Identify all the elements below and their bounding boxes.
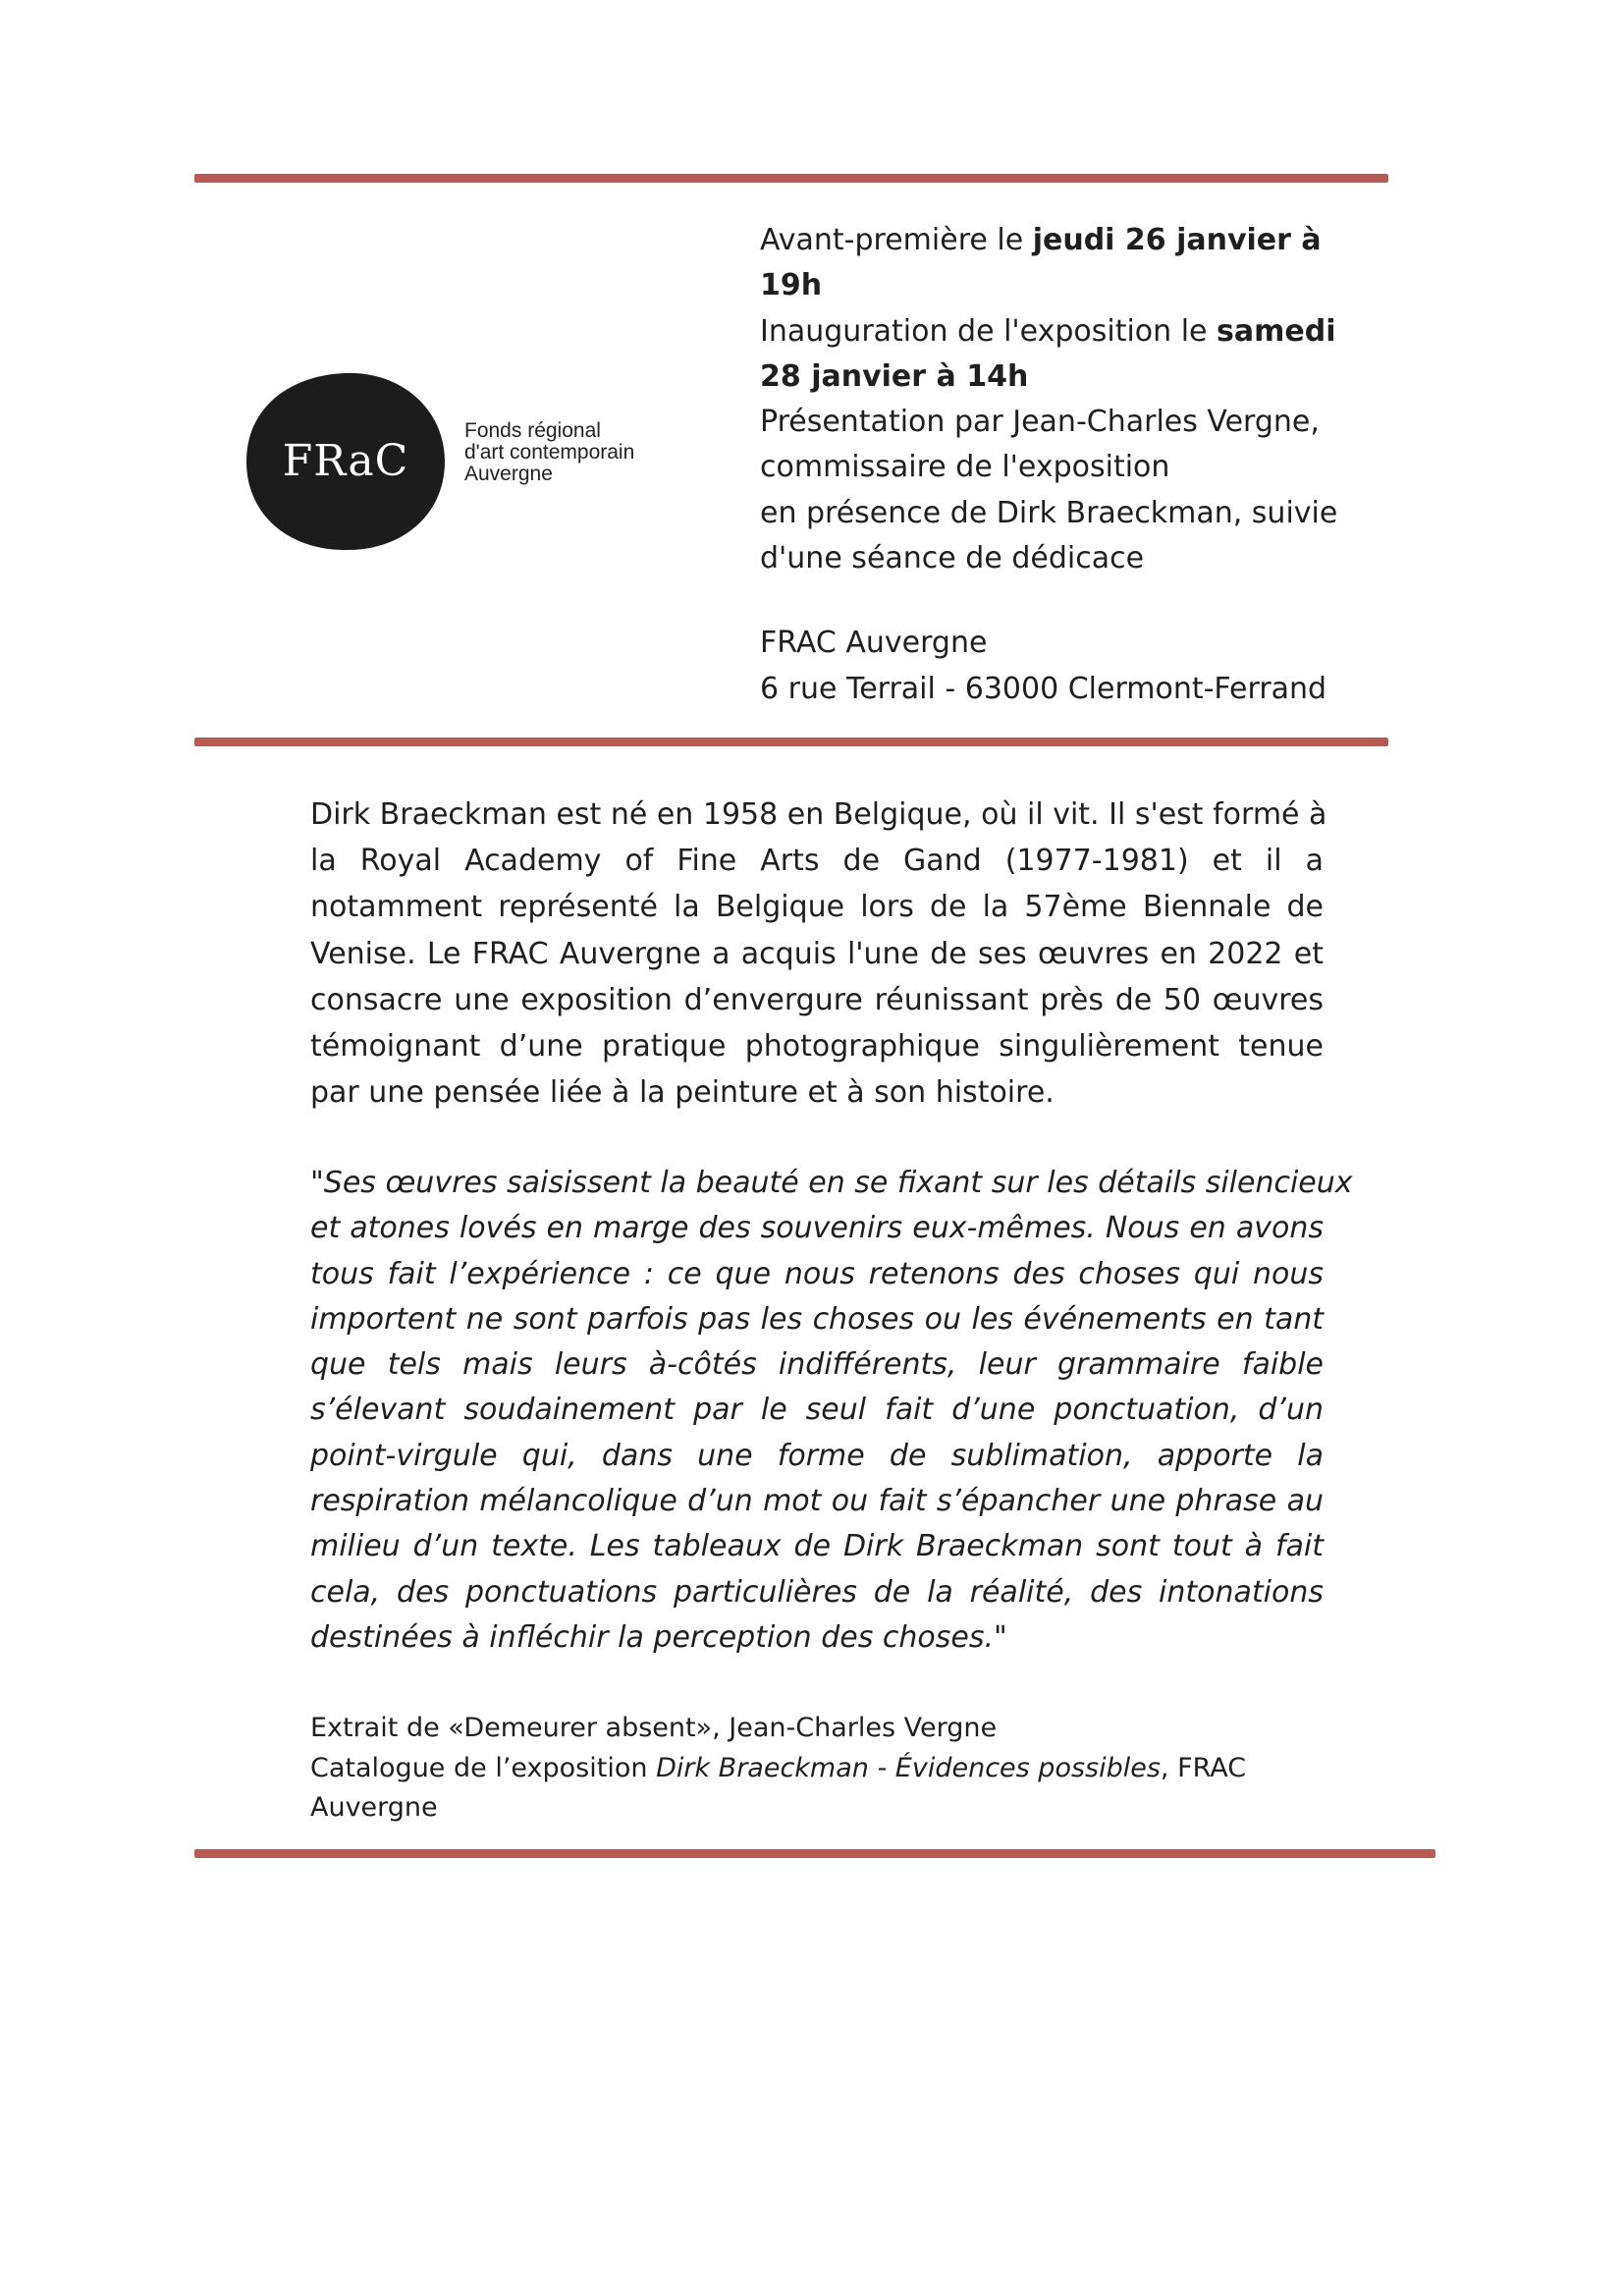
quote-line: que tels mais leurs à-côtés indifférents, leur grammaire faible: [310, 1347, 1324, 1383]
logo-wordmark: FRaC: [282, 436, 409, 486]
event-details: [760, 218, 1388, 712]
bio-line: consacre une exposition d’envergure réunissant près de 50 œuvres: [310, 982, 1324, 1017]
bio-line: par une pensée liée à la peinture et à son histoire.: [310, 1075, 1055, 1111]
frac-logo: [243, 369, 448, 553]
inauguration-date: [760, 355, 1388, 400]
preview-time-text: 19h: [760, 268, 823, 303]
bio-line: témoignant d’une pratique photographique singulièrement tenue: [310, 1029, 1324, 1065]
bio-line: Venise. Le FRAC Auvergne a acquis l'une de ses œuvres en 2022 et: [310, 936, 1324, 971]
catalogue-label: Catalogue de l’exposition: [310, 1752, 657, 1783]
bottom-divider: [194, 1849, 1435, 1858]
middle-divider: [194, 738, 1388, 746]
venue-name: FRAC Auvergne: [760, 626, 988, 661]
quote-line: et atones lovés en marge des souvenirs eux-mêmes. Nous en avons: [310, 1211, 1324, 1246]
preview-label: Avant-première le: [760, 223, 1033, 257]
curator-quote: [310, 1161, 1353, 1661]
bio-line: notamment représenté la Belgique lors de la 57ème Biennale de: [310, 890, 1324, 925]
artist-bio: [310, 792, 1327, 1116]
preview-time: [760, 263, 1388, 308]
presentation-line: Présentation par Jean-Charles Vergne,: [760, 405, 1320, 440]
quote-line: importent ne sont parfois pas les choses ou les événements en tant: [310, 1301, 1324, 1337]
presence-line: en présence de Dirk Braeckman, suivie: [760, 495, 1338, 530]
quote-line: milieu d’un texte. Les tableaux de Dirk Braeckman sont tout à fait: [310, 1529, 1324, 1564]
bio-line: Dirk Braeckman est né en 1958 en Belgique, où il vit. Il s'est formé à: [310, 797, 1327, 832]
quote-line: "Ses œuvres saisissent la beauté en se fixant sur les détails silencieux: [310, 1166, 1353, 1200]
catalogue-title: Dirk Braeckman - Évidences possibles: [656, 1752, 1161, 1783]
quote-source: [310, 1709, 1324, 1829]
source-publisher-cont: Auvergne: [310, 1792, 438, 1823]
source-extract: Extrait de «Demeurer absent», Jean-Charles Vergne: [310, 1713, 998, 1743]
logo-caption: [464, 420, 634, 485]
quote-line: cela, des ponctuations particulières de la réalité, des intonations: [310, 1574, 1324, 1610]
venue-address: 6 rue Terrail - 63000 Clermont-Ferrand: [760, 671, 1327, 706]
logo-caption-line: d'art contemporain: [464, 441, 635, 464]
preview-line: [760, 218, 1388, 263]
inauguration-date-text: 28 janvier à 14h: [760, 358, 1029, 394]
quote-line: respiration mélancolique d’un mot ou fait s’épancher une phrase au: [310, 1484, 1324, 1519]
quote-line: s’élevant soudainement par le seul fait d’une ponctuation, d’un: [310, 1393, 1324, 1428]
inauguration-line: [760, 309, 1388, 355]
inauguration-day: samedi: [1217, 313, 1336, 349]
top-divider: [194, 174, 1388, 183]
curator-line: commissaire de l'exposition: [760, 450, 1170, 485]
logo-caption-line: Fonds régional: [464, 419, 601, 442]
signing-line: d'une séance de dédicace: [760, 541, 1145, 576]
quote-line: tous fait l’expérience : ce que nous retenons des choses qui nous: [310, 1256, 1324, 1291]
catalogue-publisher: , FRAC: [1160, 1752, 1247, 1783]
quote-line: destinées à infléchir la perception des choses.": [310, 1619, 1007, 1655]
logo-caption-line: Auvergne: [464, 463, 553, 485]
preview-date: jeudi 26 janvier à: [1032, 223, 1322, 257]
source-catalogue: [310, 1749, 1324, 1789]
quote-line: point-virgule qui, dans une forme de sublimation, apporte la: [310, 1438, 1324, 1473]
bio-line: la Royal Academy of Fine Arts de Gand (1977-1981) et il a: [310, 844, 1324, 879]
inauguration-label: Inauguration de l'exposition le: [760, 313, 1217, 349]
